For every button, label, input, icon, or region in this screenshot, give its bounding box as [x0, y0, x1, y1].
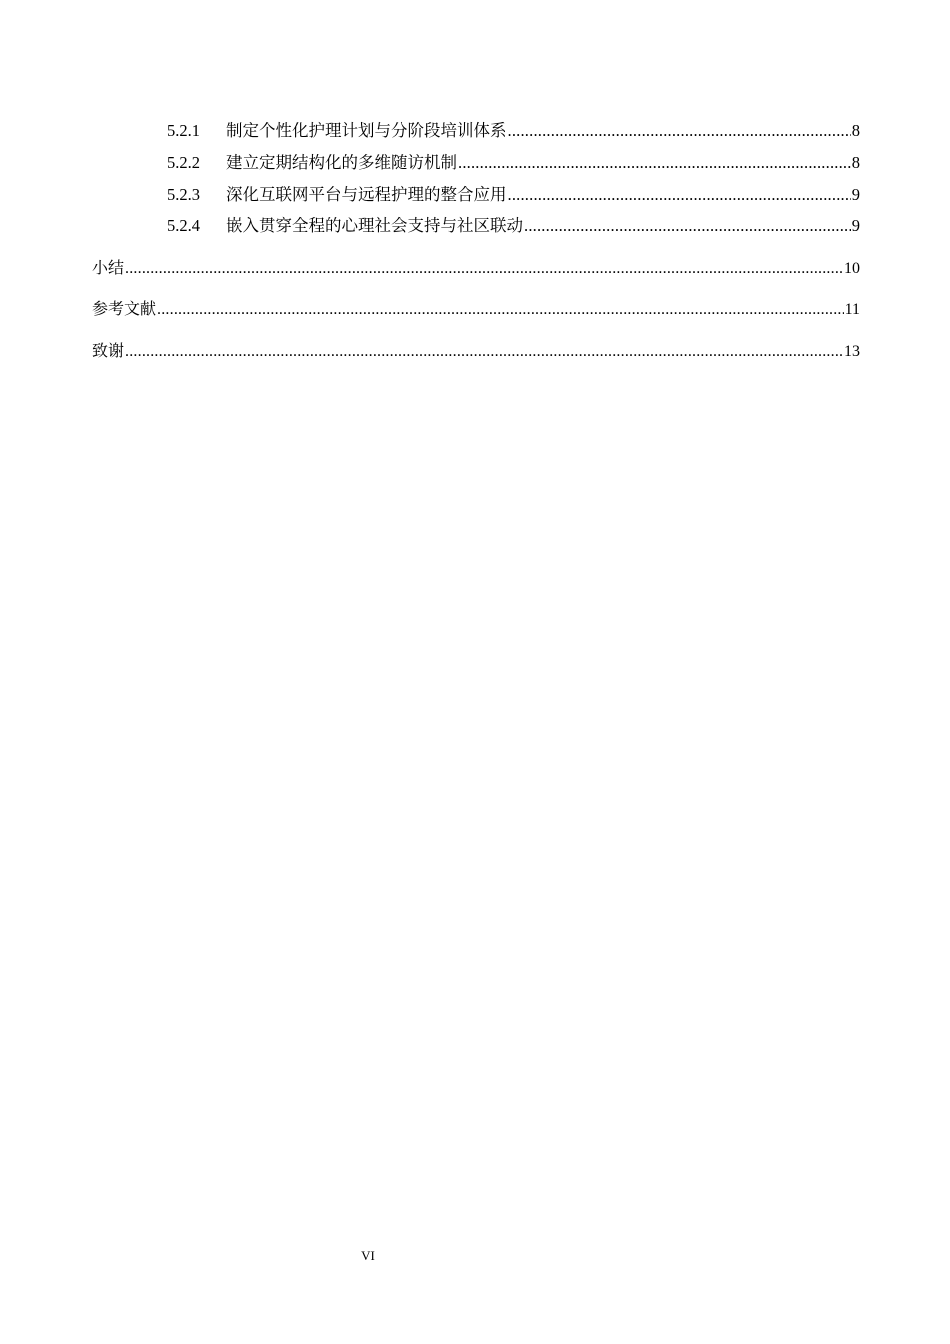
toc-leader-dots	[157, 300, 844, 320]
toc-leader-dots	[508, 121, 851, 141]
toc-entry-number: 5.2.4	[167, 216, 200, 235]
toc-entry-title: 嵌入贯穿全程的心理社会支持与社区联动	[226, 216, 523, 235]
toc-leader-dots	[125, 342, 843, 362]
toc-entry-page: 8	[851, 153, 860, 172]
toc-entry-5-2-2[interactable]	[167, 153, 860, 173]
toc-entry-5-2-3[interactable]	[167, 185, 860, 205]
toc-leader-dots	[125, 259, 843, 279]
toc-entry-number: 5.2.2	[167, 153, 200, 172]
toc-entry-references[interactable]	[92, 299, 860, 320]
toc-entry-page: 9	[851, 216, 860, 235]
toc-entry-title: 建立定期结构化的多维随访机制	[226, 153, 457, 172]
toc-entry-title: 制定个性化护理计划与分阶段培训体系	[226, 121, 507, 140]
toc-entry-summary[interactable]	[92, 258, 860, 279]
toc-leader-dots	[458, 153, 851, 173]
toc-entry-title: 深化互联网平台与远程护理的整合应用	[226, 185, 507, 204]
toc-leader-dots	[508, 185, 851, 205]
toc-entry-page: 8	[851, 121, 860, 140]
toc-entry-title: 参考文献	[92, 299, 157, 318]
toc-entry-page: 10	[844, 260, 860, 277]
toc-entry-5-2-1[interactable]	[167, 121, 860, 141]
toc-entry-page: 13	[844, 343, 860, 360]
toc-entry-number: 5.2.3	[167, 185, 200, 204]
toc-entry-title: 致谢	[92, 341, 125, 360]
toc-entry-page: 9	[851, 185, 860, 204]
toc-entry-page: 11	[844, 301, 860, 318]
toc-entry-number: 5.2.1	[167, 121, 200, 140]
toc-leader-dots	[524, 216, 851, 236]
toc-entry-title: 小结	[92, 258, 125, 277]
toc-entry-acknowledgements[interactable]	[92, 341, 860, 362]
page-number: VI	[361, 1248, 375, 1263]
page-footer	[0, 1248, 736, 1264]
toc-entry-5-2-4[interactable]	[167, 216, 860, 236]
